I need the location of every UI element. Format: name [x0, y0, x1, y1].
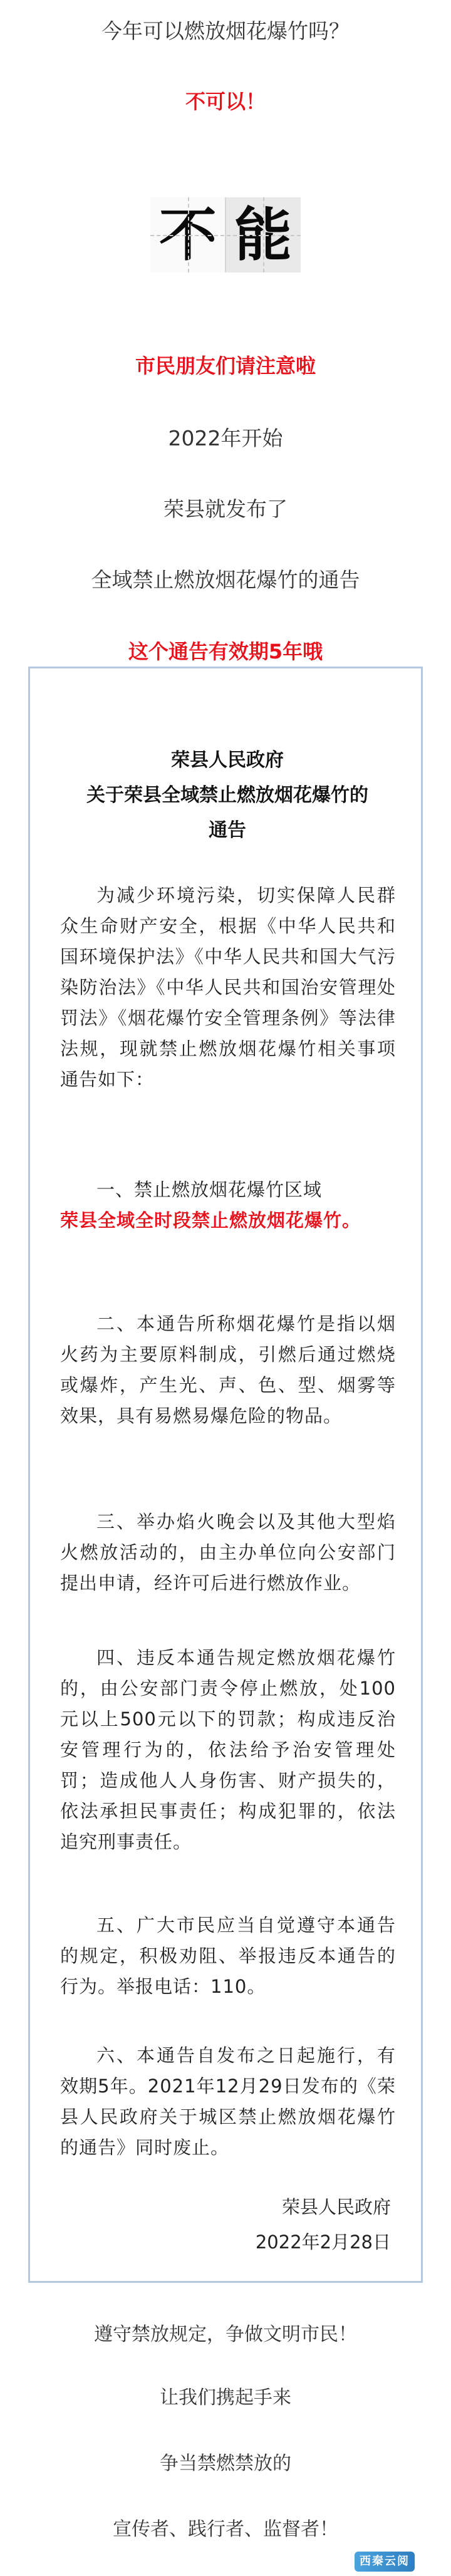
closing-line-4: 宣传者、践行者、监督者！: [113, 2518, 338, 2540]
notice-title-line1: 关于荣县全域禁止燃放烟花爆竹的: [86, 784, 368, 806]
notice-issuer: 荣县人民政府: [171, 749, 284, 771]
notice-card: [28, 667, 423, 2283]
notice-title-line2: 通告: [209, 819, 246, 841]
notice-sign-org: 荣县人民政府: [281, 2196, 391, 2218]
banner-grid-line: [188, 197, 189, 273]
notice-item-4: 四、违反本通告规定燃放烟花爆竹的，由公安部门责令停止燃放，处100元以上500元以下的罚款；构成违反治安管理行为的，依法给予治安管理处罚；造成他人人身伤害、财产损失的，依法承担民事责任；构成犯罪的，依法追究刑事责任。: [60, 1647, 396, 1852]
notice-item-3: 三、举办焰火晚会以及其他大型焰火燃放活动的，由主办单位向公安部门提出申请，经许可后进行燃放作业。: [60, 1511, 396, 1594]
question-text: 今年可以燃放烟花爆竹吗？: [101, 19, 350, 43]
closing-line-2: 让我们携起手来: [160, 2387, 291, 2409]
notice-preamble: 为减少环境污染，切实保障人民群众生命财产安全，根据《中华人民共和国环境保护法》《中华人民共和国大气污染防治法》《中华人民共和国治安管理处罚法》《烟花爆竹安全管理条例》等法律法规，现就禁止燃放烟花爆竹相关事项通告如下：: [60, 885, 396, 1090]
notice-item-2: 二、本通告所称烟花爆竹是指以烟火药为主要原料制成，引燃后通过燃烧或爆炸，产生光、声、色、型、烟雾等效果，具有易燃易爆危险的物品。: [60, 1313, 396, 1426]
banner-divider: [225, 197, 226, 273]
notice-item-5: 五、广大市民应当自觉遵守本通告的规定，积极劝阻、举报违反本通告的行为。举报电话：110。: [60, 1914, 396, 1997]
notice-name-text: 全域禁止燃放烟花爆竹的通告: [91, 568, 360, 592]
closing-line-1: 遵守禁放规定，争做文明市民！: [94, 2324, 357, 2345]
banner-calligraphy: [150, 197, 301, 273]
answer-text: 不可以！: [185, 90, 266, 113]
county-issued-text: 荣县就发布了: [163, 497, 288, 521]
closing-line-3: 争当禁燃禁放的: [160, 2453, 291, 2475]
attention-text: 市民朋友们请注意啦: [135, 354, 316, 378]
banner-char-1: 不: [150, 197, 226, 273]
banner-char-2: 能: [226, 197, 301, 273]
notice-sign-date: 2022年2月28日: [255, 2231, 391, 2253]
banner-grid-line: [263, 197, 264, 273]
item1-label: 一、禁止燃放烟花爆竹区域: [96, 1179, 323, 1200]
year-start-text: 2022年开始: [168, 426, 283, 450]
item1-highlight: 荣县全域全时段禁止燃放烟花爆竹。: [60, 1210, 361, 1231]
validity-text: 这个通告有效期5年哦: [128, 640, 323, 663]
notice-item-6: 六、本通告自发布之日起施行，有效期5年。2021年12月29日发布的《荣县人民政府关于城区禁止燃放烟花爆竹的通告》同时废止。: [60, 2045, 396, 2158]
notice-item-1: [60, 1175, 396, 1236]
watermark-logo: 西秦云阅: [355, 2552, 415, 2572]
